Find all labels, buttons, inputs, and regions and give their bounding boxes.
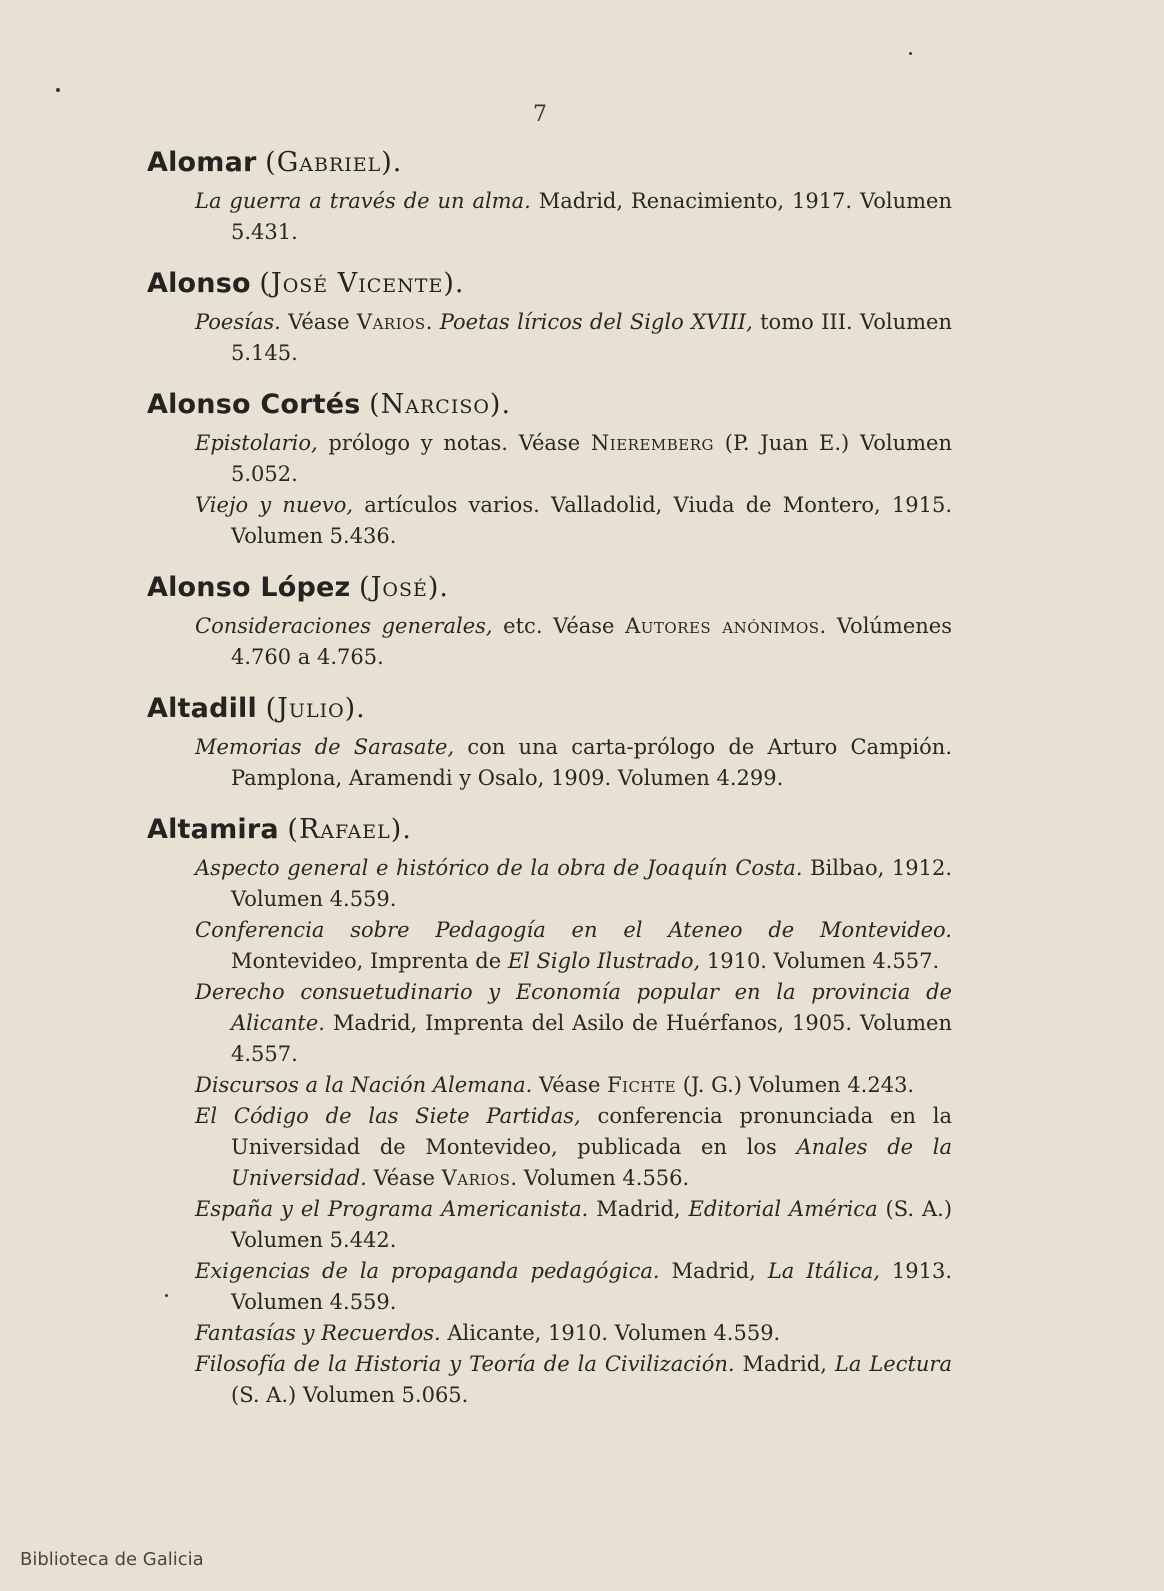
work-details: etc. Véase <box>492 614 626 638</box>
work-title: Exigencias de la propaganda pedagógica. <box>195 1259 660 1283</box>
work-details: Véase <box>366 1166 442 1190</box>
work-title: Filosofía de la Historia y Teoría de la Civilización. <box>195 1352 735 1376</box>
work-item <box>147 915 952 977</box>
cross-reference: Varios <box>356 310 426 334</box>
work-details: tomo III. Volumen 5.145. <box>231 310 952 365</box>
work-details: Madrid, <box>659 1259 768 1283</box>
work-item <box>147 853 952 915</box>
work-details: . Volumen 4.556. <box>510 1166 690 1190</box>
work-details: 1910. Volumen 4.557. <box>700 949 940 973</box>
work-title: Viejo y nuevo, <box>195 493 354 517</box>
work-details: Véase <box>532 1073 608 1097</box>
work-item <box>147 611 952 673</box>
author-given-name: (Narciso). <box>369 389 512 420</box>
work-item <box>147 1256 952 1318</box>
work-details: conferencia pronunciada en la Universidad de Montevideo, publicada en los <box>231 1104 952 1159</box>
author-given-name: (Rafael). <box>287 814 412 845</box>
work-details: Madrid, <box>588 1197 689 1221</box>
author-surname: Altadill <box>147 693 257 724</box>
work-title: Editorial América <box>688 1197 878 1221</box>
work-item <box>147 732 952 794</box>
author-entry <box>147 145 952 248</box>
author-given-name: (Julio). <box>265 693 366 724</box>
work-details: . <box>425 310 440 334</box>
library-watermark: Biblioteca de Galicia <box>20 1549 204 1570</box>
cross-reference: Fichte <box>607 1073 677 1097</box>
work-title: Consideraciones generales, <box>195 614 493 638</box>
work-title: La Lectura <box>834 1352 952 1376</box>
author-surname: Alonso Cortés <box>147 389 361 420</box>
work-title: Conferencia sobre Pedagogía en el Ateneo de Montevideo. <box>195 918 952 942</box>
work-item <box>147 1194 952 1256</box>
work-item <box>147 1101 952 1194</box>
work-details: Madrid, Renacimiento, 1917. Volumen 5.431. <box>231 189 952 244</box>
work-title: Poetas líricos del Siglo XVIII, <box>439 310 753 334</box>
work-item <box>147 1318 952 1349</box>
work-details: (J. G.) Volumen 4.243. <box>676 1073 915 1097</box>
author-entry <box>147 691 952 794</box>
work-item <box>147 1070 952 1101</box>
author-entry <box>147 812 952 1411</box>
work-details: Madrid, Imprenta del Asilo de Huérfanos, 1905. Volumen 4.557. <box>231 1011 952 1066</box>
work-item <box>147 977 952 1070</box>
author-given-name: (Gabriel). <box>265 147 403 178</box>
cross-reference: Autores anónimos <box>625 614 820 638</box>
author-heading <box>147 387 952 423</box>
author-surname: Alonso López <box>147 572 351 603</box>
work-details: Montevideo, Imprenta de <box>231 949 508 973</box>
author-heading <box>147 691 952 727</box>
work-item <box>147 490 952 552</box>
bibliography-list <box>147 145 952 1429</box>
work-details: 1913. Volumen 4.559. <box>231 1259 952 1314</box>
cross-reference: Varios <box>441 1166 511 1190</box>
work-title: Derecho consuetudinario y Economía popular en la provincia de Alicante. <box>195 980 952 1035</box>
author-given-name: (José Vicente). <box>259 268 465 299</box>
author-heading <box>147 570 952 606</box>
paper-speck <box>909 52 912 55</box>
author-surname: Alonso <box>147 268 251 299</box>
work-title: El Siglo Ilustrado, <box>507 949 701 973</box>
author-entry <box>147 266 952 369</box>
author-surname: Altamira <box>147 814 279 845</box>
work-title: El Código de las Siete Partidas, <box>195 1104 581 1128</box>
work-title: Discursos a la Nación Alemana. <box>195 1073 533 1097</box>
work-details: (P. Juan E.) Volumen 5.052. <box>231 431 952 486</box>
work-title: Fantasías y Recuerdos. <box>195 1321 441 1345</box>
work-details: con una carta-prólogo de Arturo Campión. Pamplona, Aramendi y Osalo, 1909. Volumen 4.299. <box>231 735 952 790</box>
author-heading <box>147 145 952 181</box>
work-details: . Volúmenes 4.760 a 4.765. <box>231 614 953 669</box>
work-details: (S. A.) Volumen 5.442. <box>231 1197 953 1252</box>
work-details: Bilbao, 1912. Volumen 4.559. <box>231 856 952 911</box>
work-details: Véase <box>280 310 357 334</box>
work-details: Madrid, <box>734 1352 835 1376</box>
page-number: 7 <box>533 102 547 127</box>
author-surname: Alomar <box>147 147 257 178</box>
paper-speck <box>56 88 60 92</box>
work-title: Poesías. <box>195 310 281 334</box>
work-details: Alicante, 1910. Volumen 4.559. <box>440 1321 781 1345</box>
work-title: Memorias de Sarasate, <box>195 735 455 759</box>
work-title: Anales de la Universidad. <box>231 1135 952 1190</box>
cross-reference: Nieremberg <box>590 431 715 455</box>
work-title: Aspecto general e histórico de la obra de Joaquín Costa. <box>195 856 803 880</box>
work-details: artículos varios. Valladolid, Viuda de Montero, 1915. Volumen 5.436. <box>231 493 953 548</box>
work-item <box>147 1349 952 1411</box>
work-details: (S. A.) Volumen 5.065. <box>231 1383 469 1407</box>
author-heading <box>147 266 952 302</box>
work-item <box>147 307 952 369</box>
work-item <box>147 186 952 248</box>
work-item <box>147 428 952 490</box>
work-title: Epistolario, <box>195 431 318 455</box>
work-title: España y el Programa Americanista. <box>195 1197 589 1221</box>
work-details: prólogo y notas. Véase <box>317 431 591 455</box>
author-entry <box>147 570 952 673</box>
author-given-name: (José). <box>359 572 449 603</box>
author-heading <box>147 812 952 848</box>
work-title: La Itálica, <box>767 1259 880 1283</box>
work-title: La guerra a través de un alma. <box>195 189 531 213</box>
author-entry <box>147 387 952 552</box>
